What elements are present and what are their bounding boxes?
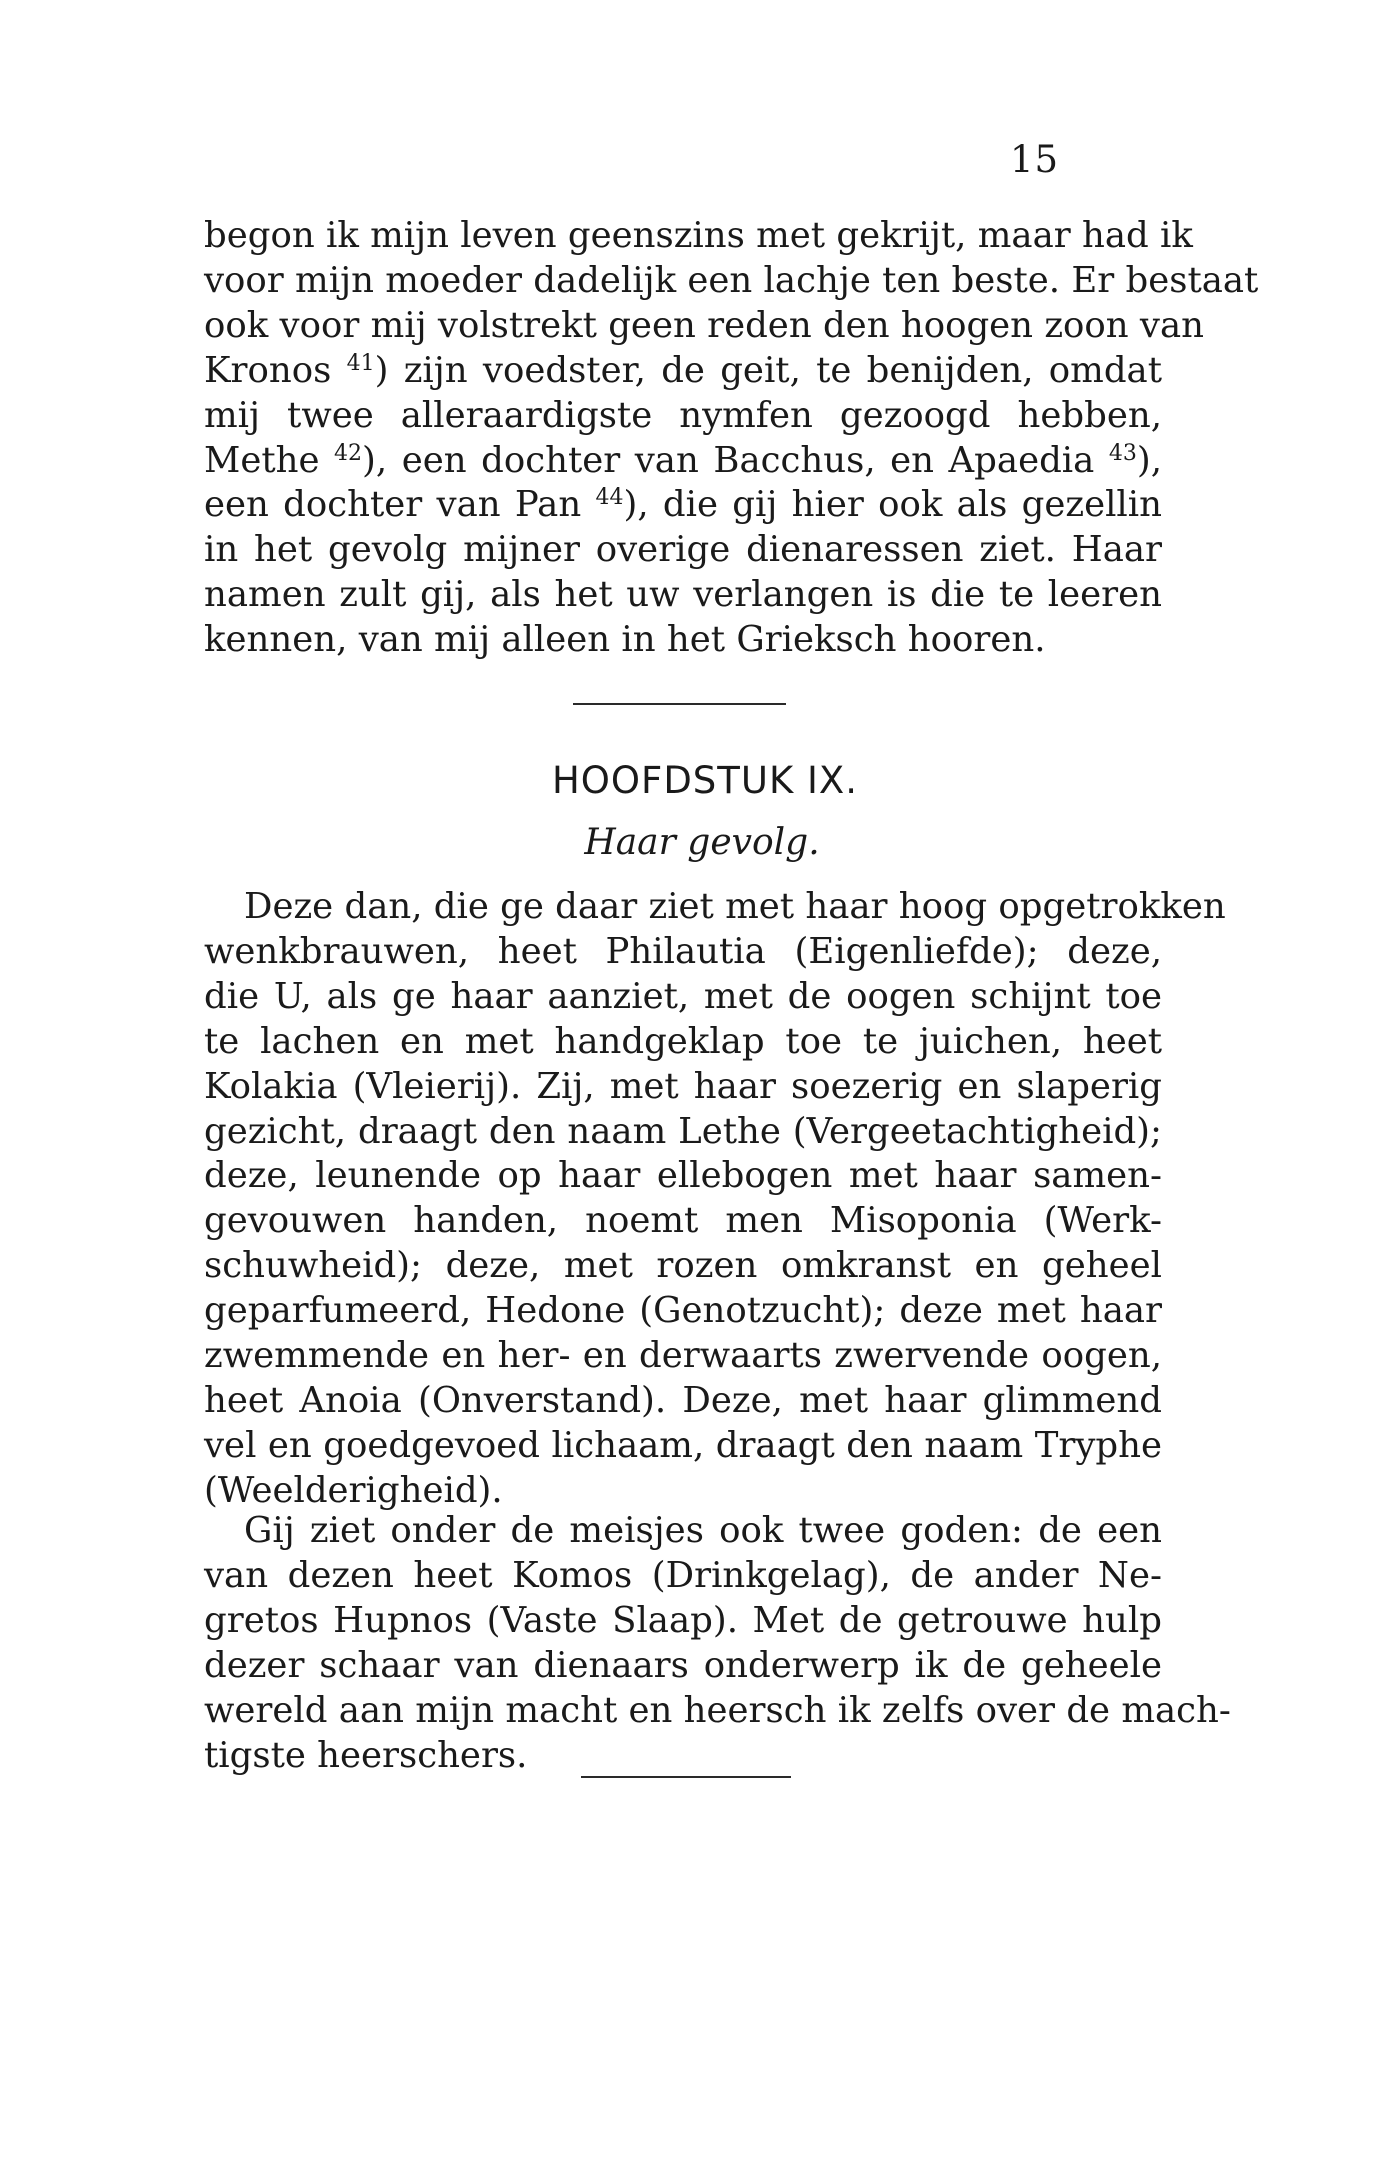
text-segment: Kronos [204, 349, 347, 391]
text-line: zwemmende en her- en derwaarts zwervende oogen, [204, 1335, 1162, 1377]
text-segment: ), een dochter van Bacchus, en Apaedia [362, 439, 1109, 481]
text-line: dezer schaar van dienaars onderwerp ik de geheele [204, 1644, 1162, 1686]
text-line: ook voor mij volstrekt geen reden den hoogen zoon van [204, 304, 1205, 346]
text-line: voor mijn moeder dadelijk een lachje ten beste. Er bestaat [204, 259, 1259, 301]
footnote-ref: 41 [346, 350, 375, 376]
text-line: namen zult gij, als het uw verlangen is die te leeren [204, 574, 1162, 616]
text-line: heet Anoia (Onverstand). Deze, met haar glimmend [204, 1379, 1162, 1421]
text-line: schuwheid); deze, met rozen omkranst en geheel [204, 1245, 1162, 1287]
chapter-title: HOOFDSTUK IX. [551, 759, 859, 802]
text-segment: ), die gij hier ook als gezellin [623, 484, 1163, 526]
text-line: begon ik mijn leven geenszins met gekrijt, maar had ik [204, 215, 1193, 256]
footnote-ref: 42 [334, 440, 363, 466]
text-line: Deze dan, die ge daar ziet met haar hoog opgetrokken [244, 886, 1226, 927]
text-line [204, 349, 1162, 394]
footnote-ref: 44 [595, 485, 624, 511]
paragraph-followers [204, 885, 1226, 1514]
text-line: tigste heerschers. [204, 1734, 528, 1776]
text-line: deze, leunende op haar ellebogen met haar samen- [204, 1155, 1162, 1197]
footnote-ref: 43 [1108, 440, 1137, 466]
text-line: te lachen en met handgeklap toe te juichen, heet [204, 1020, 1162, 1062]
text-line: van dezen heet Komos (Drinkgelag), de ander Ne- [204, 1554, 1162, 1596]
text-segment: ), [1136, 439, 1162, 481]
text-line: in het gevolg mijner overige dienaressen ziet. Haar [204, 529, 1162, 571]
text-line: gezicht, draagt den naam Lethe (Vergeetachtigheid); [204, 1110, 1162, 1152]
text-line: kennen, van mij alleen in het Grieksch hooren. [204, 619, 1046, 661]
text-line: gretos Hupnos (Vaste Slaap). Met de getrouwe hulp [204, 1599, 1162, 1641]
section-divider [573, 703, 786, 705]
page-number: 15 [1010, 138, 1060, 181]
text-line: Gij ziet onder de meisjes ook twee goden: de een [244, 1510, 1162, 1551]
text-line: gevouwen handen, noemt men Misoponia (Werk- [204, 1200, 1162, 1242]
paragraph-intro [204, 214, 1259, 663]
text-line: (Weelderigheid). [204, 1469, 503, 1511]
text-line: geparfumeerd, Hedone (Genotzucht); deze met haar [204, 1290, 1162, 1332]
chapter-subtitle: Haar gevolg. [584, 822, 820, 863]
text-line: die U, als ge haar aanziet, met de oogen schijnt toe [204, 975, 1162, 1017]
text-segment: ) zijn voedster, de geit, te benijden, omdat [374, 349, 1162, 391]
text-segment: een dochter van Pan [204, 484, 596, 526]
text-line: Kolakia (Vleierij). Zij, met haar soezerig en slaperig [204, 1065, 1162, 1107]
section-divider [581, 1776, 791, 1778]
text-segment: Methe [204, 439, 335, 481]
text-line [204, 483, 1162, 528]
text-line: vel en goedgevoed lichaam, draagt den naam Tryphe [204, 1424, 1162, 1466]
text-line: wereld aan mijn macht en heersch ik zelfs over de mach- [204, 1689, 1231, 1731]
text-line: mij twee alleraardigste nymfen gezoogd hebben, [204, 394, 1162, 436]
paragraph-gods [204, 1509, 1231, 1778]
text-line [204, 439, 1162, 484]
text-line: wenkbrauwen, heet Philautia (Eigenliefde); deze, [204, 930, 1162, 972]
